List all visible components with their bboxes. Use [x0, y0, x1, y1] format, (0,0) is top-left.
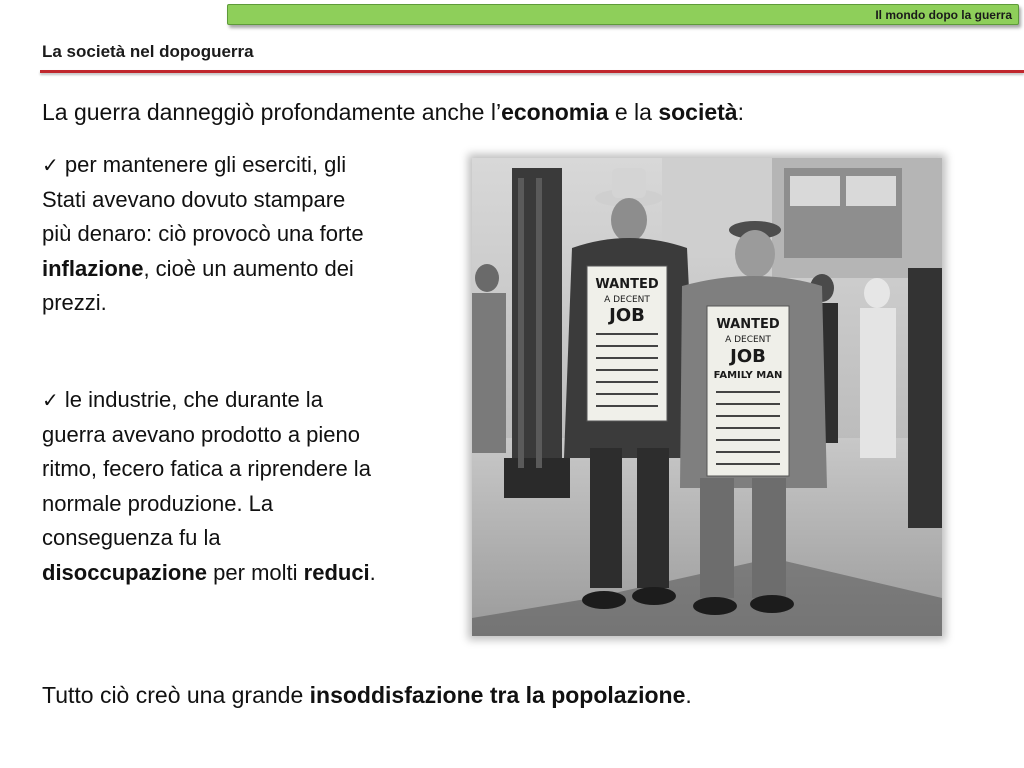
- bullet-keyword-disoccupazione: disoccupazione: [42, 559, 208, 585]
- intro-paragraph: [42, 98, 744, 126]
- section-banner: [227, 4, 1019, 25]
- intro-text-middle: e la: [608, 99, 659, 125]
- bullet-text-middle: per molti: [207, 559, 304, 585]
- bullet-text-end: , cioè un aumento dei prezzi.: [42, 255, 354, 315]
- conclusion-paragraph: [42, 681, 692, 709]
- sign-right-line-1: WANTED: [716, 317, 780, 332]
- checkmark-icon: ✓: [42, 388, 59, 412]
- intro-text: La guerra danneggiò profondamente anche l’: [42, 99, 502, 125]
- bullet-unemployment: [42, 383, 387, 590]
- sign-left-line-3: JOB: [609, 305, 645, 326]
- section-banner-label: Il mondo dopo la guerra: [875, 8, 1012, 22]
- conclusion-text: Tutto ciò creò una grande: [42, 682, 310, 708]
- bullet-text-end: .: [369, 559, 376, 585]
- slide-title: La società nel dopoguerra: [42, 42, 254, 61]
- bullet-inflation: [42, 148, 372, 321]
- intro-keyword-societa: società: [658, 99, 738, 125]
- sign-left-line-1: WANTED: [595, 277, 659, 292]
- conclusion-text-end: .: [685, 682, 692, 708]
- photo-illustration: [472, 158, 942, 636]
- bullet-text: le industrie, che durante la guerra avevano prodotto a pieno ritmo, fecero fatica a riprendere la normale produzione. La conseguenza fu la: [42, 387, 371, 550]
- historical-photo: [472, 158, 942, 636]
- checkmark-icon: ✓: [42, 153, 59, 177]
- intro-text-end: :: [737, 99, 744, 125]
- sign-right-line-3: JOB: [730, 346, 766, 367]
- bullet-keyword-reduci: reduci: [303, 559, 370, 585]
- sign-left-line-2: A DECENT: [604, 295, 650, 305]
- intro-keyword-economia: economia: [501, 99, 609, 125]
- conclusion-keyword: insoddisfazione tra la popolazione: [309, 682, 686, 708]
- sign-right-line-4: FAMILY MAN: [713, 370, 783, 381]
- title-divider: [40, 70, 1024, 73]
- bullet-text: per mantenere gli eserciti, gli Stati avevano dovuto stampare più denaro: ciò provocò una forte: [42, 152, 364, 246]
- sign-right-line-2: A DECENT: [725, 335, 771, 345]
- bullet-keyword-inflazione: inflazione: [42, 255, 144, 281]
